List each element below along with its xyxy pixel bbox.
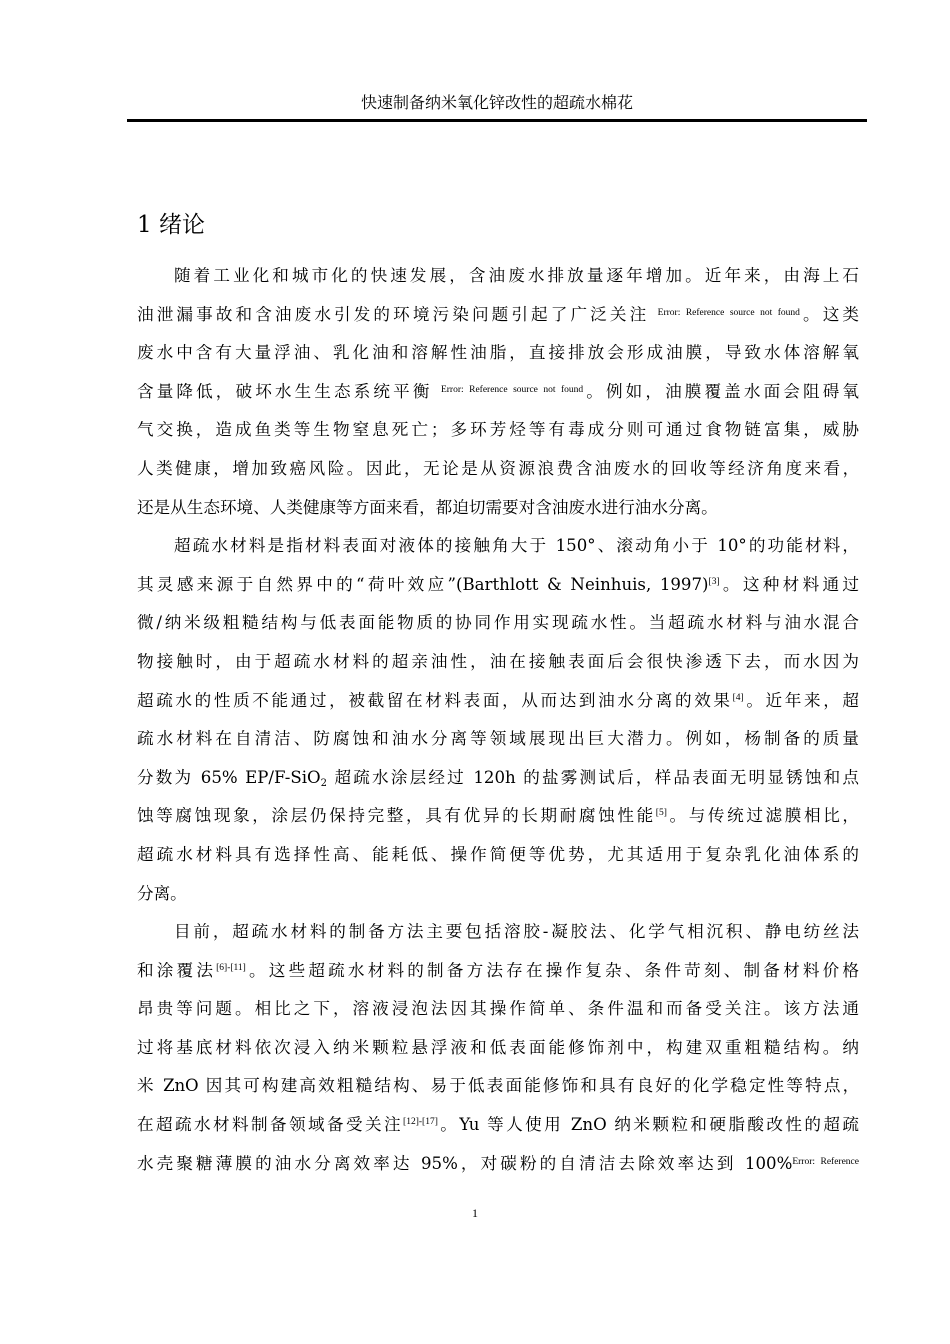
paragraph-line [137, 797, 859, 836]
text-run: 。这类 [799, 304, 859, 324]
text-run: 。与传统过滤膜相比， [666, 806, 860, 826]
paragraph-line [137, 643, 859, 682]
citation: [12]-[17] [403, 1117, 438, 1128]
text-run: 米 ZnO 因其可构建高效粗糙结构、易于低表面能修饰和具有良好的化学稳定性等特点， [137, 1076, 859, 1096]
paragraph-line [137, 411, 859, 450]
paragraph-line [137, 1145, 859, 1184]
paragraph-line [137, 334, 859, 373]
paragraph-line [137, 875, 859, 914]
text-run: 。这些超疏水材料的制备方法存在操作复杂、条件苛刻、制备材料价格 [245, 960, 860, 980]
paragraph-line [137, 952, 859, 991]
text-run: 蚀等腐蚀现象，涂层仍保持完整，具有优异的长期耐腐蚀性能 [137, 806, 656, 826]
paragraph-line [137, 450, 859, 489]
text-run: 。例如，油膜覆盖水面会阻碍氧 [583, 381, 859, 401]
reference-error: Error: Reference source not found [440, 384, 584, 395]
citation: [3] [708, 576, 720, 587]
paragraph-line [137, 1106, 859, 1145]
paragraph-line [137, 682, 859, 721]
reference-error: Error: Reference [792, 1156, 859, 1167]
text-run: 。Yu 等人使用 ZnO 纳米颗粒和硬脂酸改性的超疏 [437, 1115, 860, 1135]
paragraph-line [137, 759, 859, 798]
text-run: 物接触时，由于超疏水材料的超亲油性，油在接触表面后会很快渗透下去，而水因为 [137, 651, 859, 671]
text-run: 分离。 [137, 883, 187, 903]
paragraph-line [137, 604, 859, 643]
text-run: 油泄漏事故和含油废水引发的环境污染问题引起了广泛关注 [137, 304, 650, 324]
paragraph-line [137, 913, 859, 952]
page-number: 1 [472, 1206, 478, 1220]
text-run: 超疏水涂层经过 120h 的盐雾测试后，样品表面无明显锈蚀和点 [327, 767, 859, 787]
text-run: 微/纳米级粗糙结构与低表面能物质的协同作用实现疏水性。当超疏水材料与油水混合 [137, 613, 859, 633]
text-run: 随着工业化和城市化的快速发展，含油废水排放量逐年增加。近年来，由海上石 [174, 266, 859, 285]
text-run: 过将基底材料依次浸入纳米颗粒悬浮液和低表面能修饰剂中，构建双重粗糙结构。纳 [137, 1037, 859, 1057]
text-run: 疏水材料在自清洁、防腐蚀和油水分离等领域展现出巨大潜力。例如，杨制备的质量 [137, 729, 859, 749]
text-run: 昂贵等问题。相比之下，溶液浸泡法因其操作简单、条件温和而备受关注。该方法通 [137, 999, 859, 1019]
text-run: 气交换，造成鱼类等生物窒息死亡；多环芳烃等有毒成分则可通过食物链富集，威胁 [137, 420, 859, 440]
text-run: 超疏水材料具有选择性高、能耗低、操作简便等优势，尤其适用于复杂乳化油体系的 [137, 844, 859, 864]
paragraph-line [137, 566, 859, 605]
text-run: 。近年来，超 [743, 690, 860, 710]
paragraph-line [137, 1029, 859, 1068]
text-run: 超疏水材料是指材料表面对液体的接触角大于 150°、滚动角小于 10°的功能材料， [174, 536, 859, 556]
text-run: 和涂覆法 [137, 960, 217, 980]
paragraph-line [137, 527, 859, 566]
text-run: 分数为 65% EP/F-SiO [137, 767, 321, 787]
paragraph-line [137, 836, 859, 875]
reference-error: Error: Reference source not found [657, 307, 800, 318]
paragraph-line [137, 257, 859, 296]
paragraph-line [137, 296, 859, 335]
citation: [6]-[11] [216, 962, 246, 973]
header-rule [127, 119, 867, 122]
running-header-title: 快速制备纳米氧化锌改性的超疏水棉花 [360, 93, 633, 112]
paragraph-line [137, 990, 859, 1029]
paragraph-line [137, 373, 859, 412]
paragraph-line [137, 720, 859, 759]
text-run: 水壳聚糖薄膜的油水分离效率达 95%，对碳粉的自清洁去除效率达到 100% [137, 1153, 793, 1173]
paragraph-line [137, 489, 859, 528]
text-run: 废水中含有大量浮油、乳化油和溶解性油脂，直接排放会形成油膜，导致水体溶解氧 [137, 343, 859, 363]
subscript: 2 [320, 777, 328, 789]
citation: [5] [655, 808, 667, 819]
text-run: 还是从生态环境、人类健康等方面来看，都迫切需要对含油废水进行油水分离。 [137, 497, 718, 517]
body-text [137, 257, 859, 1183]
section-heading: 1 绪论 [137, 212, 205, 238]
text-run: 人类健康，增加致癌风险。因此，无论是从资源浪费含油废水的回收等经济角度来看， [137, 458, 859, 478]
text-run: 。这种材料通过 [719, 574, 859, 594]
text-run: 其灵感来源于自然界中的“荷叶效应”(Barthlott & Neinhuis, 1997) [137, 574, 709, 594]
text-run: 在超疏水材料制备领域备受关注 [137, 1115, 404, 1135]
citation: [4] [732, 692, 744, 703]
text-run: 超疏水的性质不能通过，被截留在材料表面，从而达到油水分离的效果 [137, 690, 733, 710]
text-run: 含量降低，破坏水生生态系统平衡 [137, 381, 433, 401]
text-run: 目前，超疏水材料的制备方法主要包括溶胶-凝胶法、化学气相沉积、静电纺丝法 [174, 922, 859, 942]
paragraph-line [137, 1067, 859, 1106]
